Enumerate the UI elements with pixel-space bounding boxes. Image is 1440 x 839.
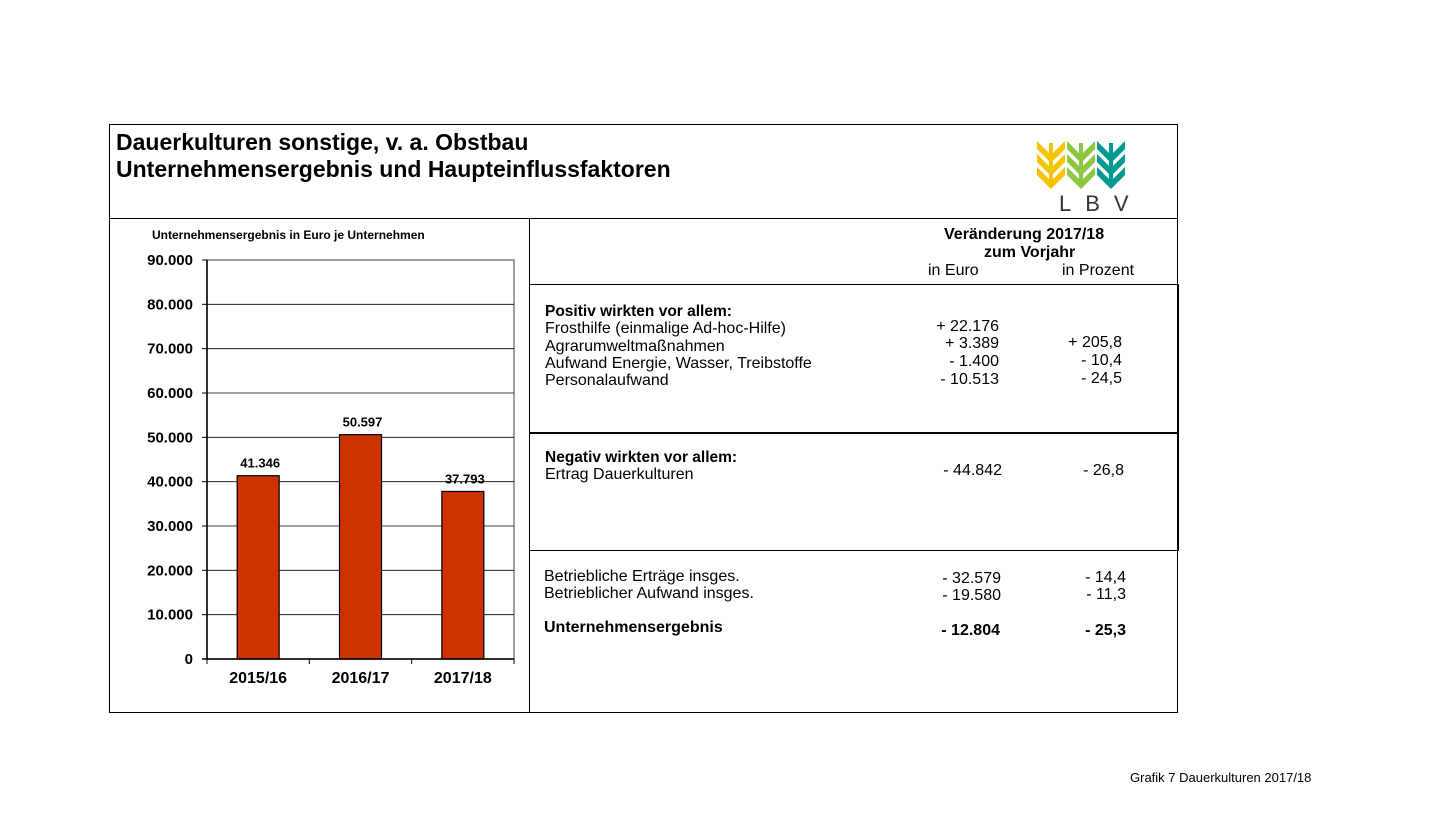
title-line-1: Dauerkulturen sonstige, v. a. Obstbau [116,129,529,155]
lbv-logo [1035,129,1147,215]
logo-text: LBV [1059,191,1143,215]
positive-label-0: Frosthilfe (einmalige Ad-hoc-Hilfe) [545,320,786,337]
totals-label-1: Betrieblicher Aufwand insges. [544,585,754,602]
positive-percent-2: - 10,4 [1081,352,1122,369]
title-line-2: Unternehmensergebnis und Haupteinflussfaktoren [116,156,671,182]
col-header-euro: in Euro [928,262,979,279]
data-label: 41.346 [240,455,281,471]
table-header-line-1: Veränderung 2017/18 [944,226,1105,243]
header-divider [110,218,1177,219]
result-percent: - 25,3 [1085,622,1126,639]
positive-euro-0: + 22.176 [936,318,999,335]
figure-title [116,129,671,183]
totals-label-0: Betriebliche Erträge insges. [544,568,740,585]
positive-euro-1: + 3.389 [945,335,999,352]
positive-euro-2: - 1.400 [949,353,999,370]
positive-label-2: Aufwand Energie, Wasser, Treibstoffe [545,355,812,372]
negative-percent-0: - 26,8 [1083,462,1124,479]
negative-euro-0: - 44.842 [943,462,1002,479]
bar-2016-17 [340,435,382,659]
y-tick-label: 0 [184,651,193,668]
totals-euro-0: - 32.579 [942,570,1001,587]
bar-2015-16 [237,476,279,659]
negative-heading: Negativ wirkten vor allem: [545,449,738,466]
positive-label-1: Agrarumweltmaßnahmen [545,338,725,355]
negative-label-0: Ertrag Dauerkulturen [545,466,694,483]
x-tick-label: 2016/17 [331,670,390,687]
x-tick-label: 2017/18 [433,670,492,687]
y-tick-label: 70.000 [147,340,193,358]
data-label: 37.793 [444,471,485,487]
positive-label-3: Personalaufwand [545,372,669,389]
positive-euro-3: - 10.513 [940,371,999,388]
y-tick-label: 80.000 [147,296,193,314]
y-tick-label: 30.000 [147,518,193,535]
figure-caption: Grafik 7 Dauerkulturen 2017/18 [1130,770,1312,785]
y-tick-label: 10.000 [147,606,193,624]
totals-euro-1: - 19.580 [942,587,1001,604]
y-tick-label: 90.000 [147,252,193,269]
positive-percent-1: + 205,8 [1068,334,1122,351]
chart-labels [147,252,492,687]
x-tick-label: 2015/16 [229,670,288,687]
y-tick-label: 20.000 [147,562,193,580]
positive-heading: Positiv wirkten vor allem: [545,303,732,320]
col-header-percent: in Prozent [1062,262,1135,279]
y-tick-label: 60.000 [147,385,193,402]
chart-title: Unternehmensergebnis in Euro je Unternehmen [152,228,425,242]
totals-percent-0: - 14,4 [1085,569,1126,586]
data-label: 50.597 [342,414,383,430]
y-tick-label: 50.000 [147,429,193,447]
y-tick-label: 40.000 [147,473,193,491]
table-header-line-2: zum Vorjahr [984,244,1076,261]
figure-frame [109,124,1178,713]
totals-percent-1: - 11,3 [1086,586,1126,603]
result-euro: - 12.804 [941,622,1000,639]
bar-2017-18 [442,491,484,659]
bar-chart [110,220,528,710]
result-label: Unternehmensergebnis [544,619,723,636]
positive-percent-3: - 24,5 [1081,370,1122,387]
